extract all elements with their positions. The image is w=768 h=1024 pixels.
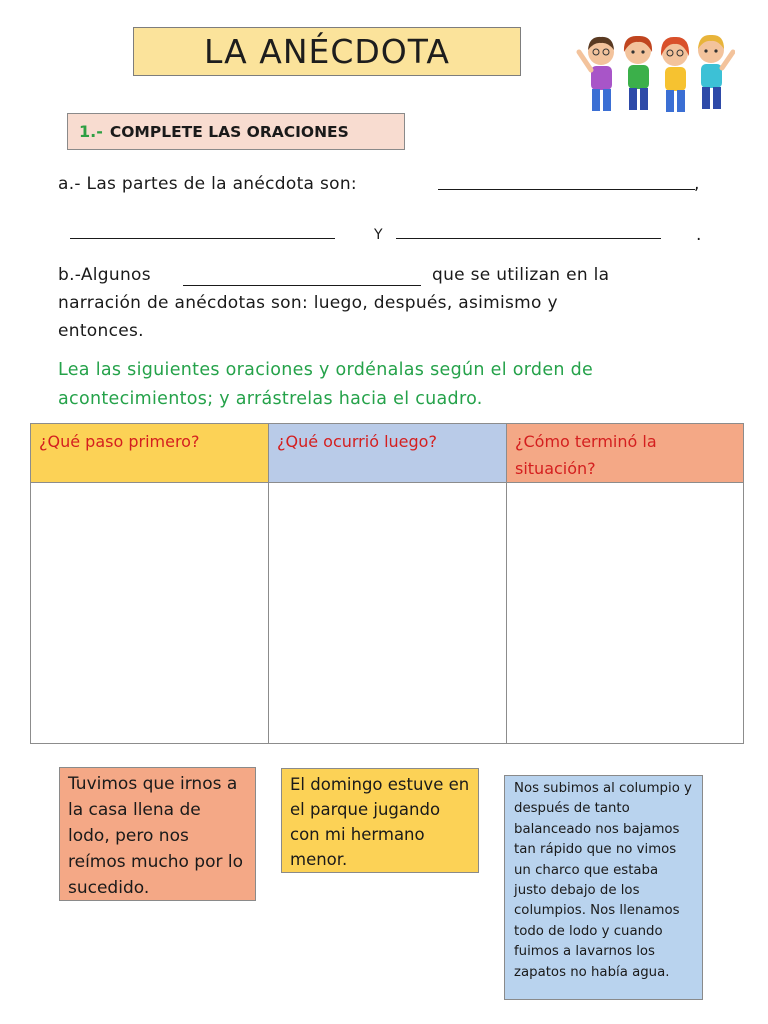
card-text: Nos subimos al columpio y después de tanto balanceado nos bajamos tan rápido que no vimos un charco que estaba justo debajo de los columpios. Nos llenamos todo de lodo y cuando fuimos a lavarnos los zapatos no había agua. bbox=[514, 781, 692, 980]
sentence-b-prefix: b.-Algunos bbox=[58, 265, 151, 285]
blank-b1[interactable] bbox=[183, 285, 421, 286]
sentence-a-connector: Y bbox=[374, 227, 383, 243]
draggable-card-ending[interactable] bbox=[59, 767, 256, 901]
drop-zone-then[interactable] bbox=[269, 483, 507, 743]
draggable-card-middle[interactable] bbox=[504, 775, 703, 1000]
title-text: LA ANÉCDOTA bbox=[204, 32, 450, 71]
instruction-text: Lea las siguientes oraciones y ordénalas según el orden de acontecimientos; y arrástrelas hacia el cuadro. bbox=[58, 360, 594, 409]
header-end: ¿Cómo terminó la situación? bbox=[507, 424, 743, 483]
blank-a2[interactable] bbox=[70, 238, 335, 239]
card-text: El domingo estuve en el parque jugando con mi hermano menor. bbox=[290, 775, 470, 869]
children-group-icon bbox=[575, 30, 735, 122]
drop-zone-first[interactable] bbox=[31, 483, 269, 743]
blank-a3[interactable] bbox=[396, 238, 661, 239]
section-title: COMPLETE LAS ORACIONES bbox=[109, 122, 349, 141]
sentence-a-prefix: a.- Las partes de la anécdota son: bbox=[58, 174, 357, 194]
header-then: ¿Qué ocurrió luego? bbox=[269, 424, 507, 483]
ordering-table bbox=[30, 423, 744, 744]
column-divider bbox=[268, 424, 269, 743]
sentence-b-line2: narración de anécdotas son: luego, después, asimismo y bbox=[58, 293, 558, 313]
sentence-a-period: . bbox=[696, 225, 702, 245]
card-text: Tuvimos que irnos a la casa llena de lodo, pero nos reímos mucho por lo sucedido. bbox=[68, 774, 243, 898]
section-heading bbox=[67, 113, 405, 150]
draggable-card-start[interactable] bbox=[281, 768, 479, 873]
sentence-a-comma: , bbox=[694, 174, 700, 194]
sentence-b-after: que se utilizan en la bbox=[432, 265, 610, 285]
column-divider bbox=[506, 424, 507, 743]
blank-a1[interactable] bbox=[438, 189, 695, 190]
sentence-b-line3: entonces. bbox=[58, 321, 144, 341]
header-first: ¿Qué paso primero? bbox=[31, 424, 269, 483]
drop-zone-end[interactable] bbox=[507, 483, 743, 743]
section-number: 1.- bbox=[79, 122, 103, 141]
worksheet-title bbox=[133, 27, 521, 76]
